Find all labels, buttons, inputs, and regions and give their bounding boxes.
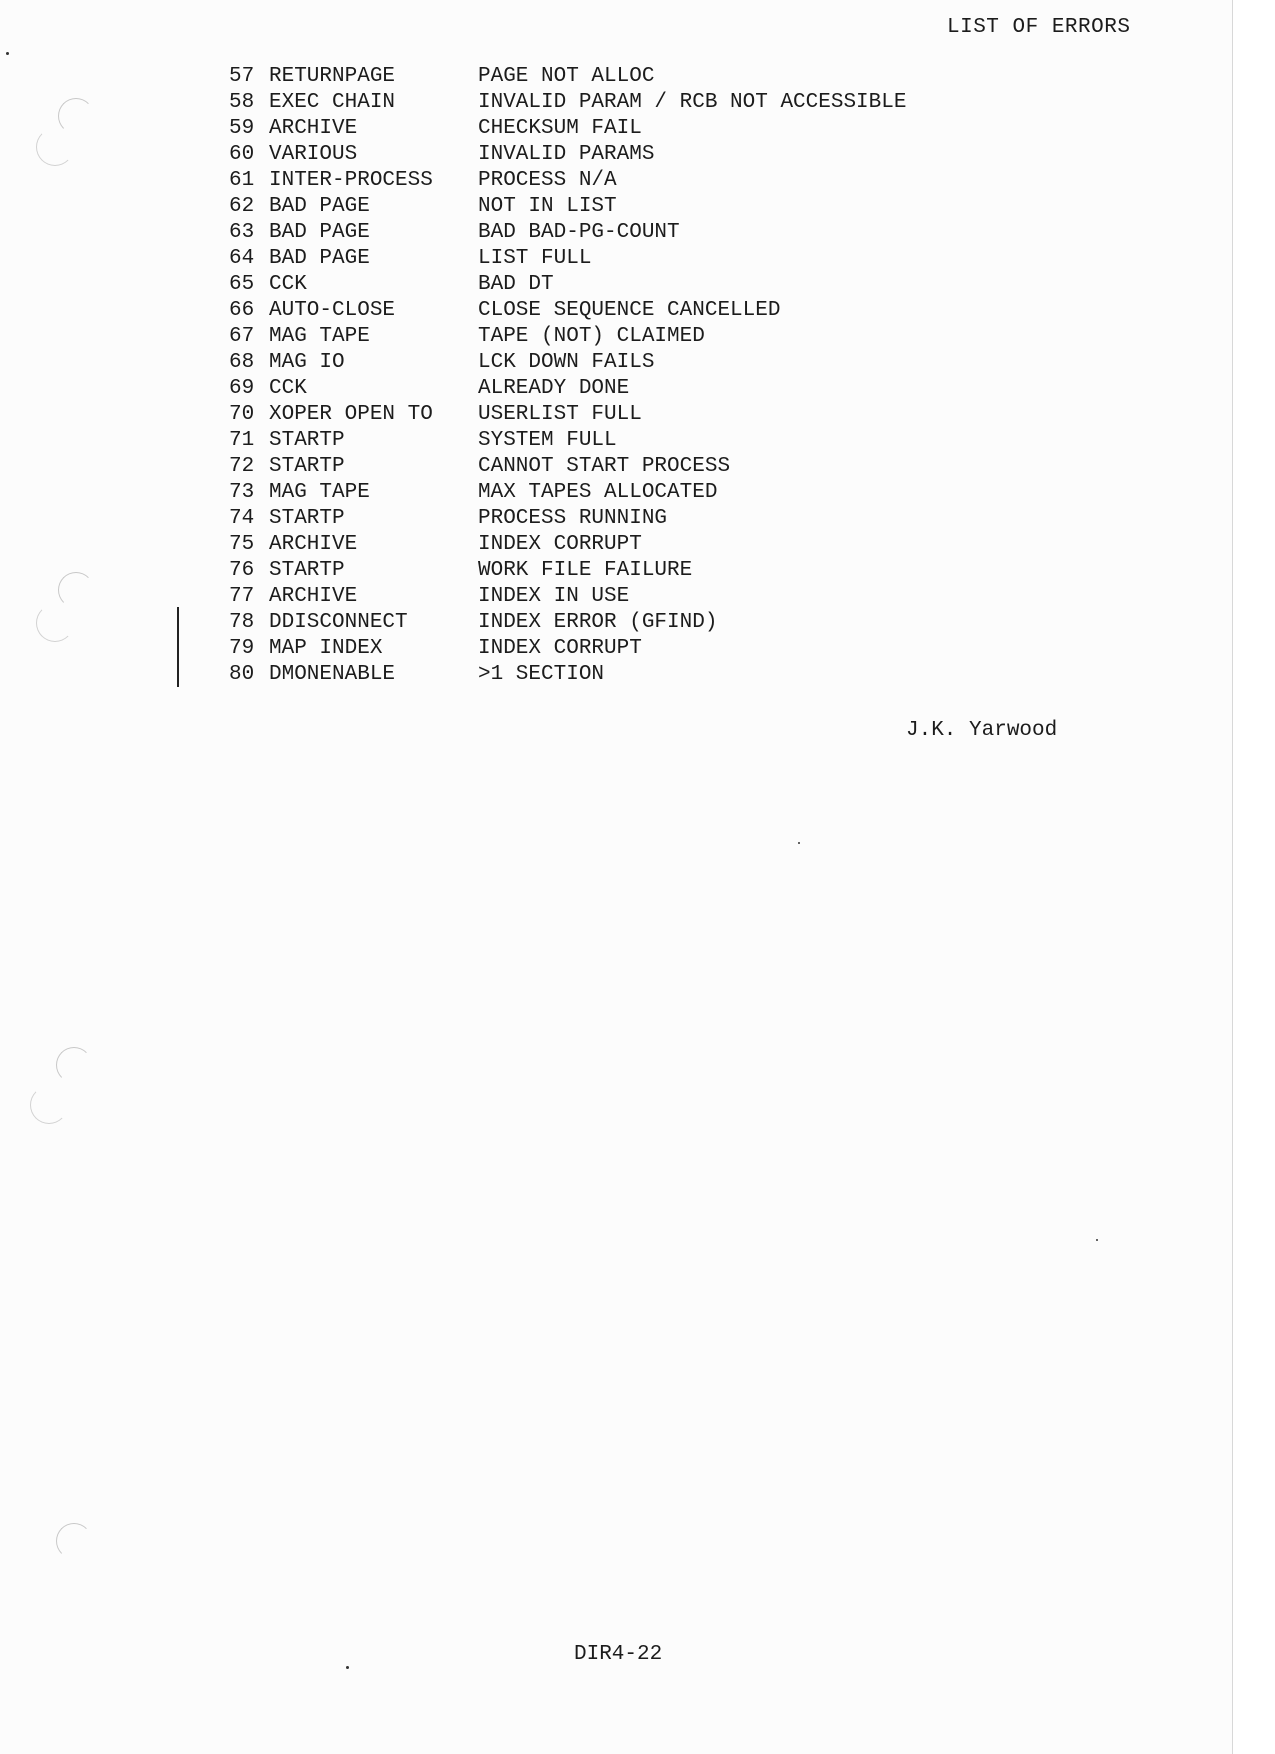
error-row (229, 272, 906, 298)
error-message: CANNOT START PROCESS (478, 455, 731, 478)
error-code: 76 (229, 559, 255, 582)
paper-speck (798, 842, 800, 844)
error-source: DDISCONNECT (269, 611, 408, 634)
error-row (229, 636, 906, 662)
error-code: 68 (229, 351, 255, 374)
error-row (229, 402, 906, 428)
error-code: 63 (229, 221, 255, 244)
error-source: BAD PAGE (269, 247, 370, 270)
error-source: ARCHIVE (269, 117, 358, 140)
error-source: DMONENABLE (269, 663, 396, 686)
error-row (229, 90, 906, 116)
error-row (229, 116, 906, 142)
error-code: 66 (229, 299, 255, 322)
error-row (229, 506, 906, 532)
error-source: STARTP (269, 507, 345, 530)
error-row (229, 428, 906, 454)
error-source: ARCHIVE (269, 585, 358, 608)
error-row (229, 194, 906, 220)
error-source: AUTO-CLOSE (269, 299, 396, 322)
paper-speck (6, 52, 9, 55)
punch-hole (58, 98, 94, 134)
page-reference: DIR4-22 (574, 1643, 663, 1666)
error-source: RETURNPAGE (269, 65, 396, 88)
error-source: MAG TAPE (269, 481, 370, 504)
error-source: CCK (269, 377, 307, 400)
error-message: INDEX ERROR (GFIND) (478, 611, 718, 634)
error-message: NOT IN LIST (478, 195, 617, 218)
error-code: 71 (229, 429, 255, 452)
page-title: LIST OF ERRORS (947, 16, 1131, 39)
error-message: LIST FULL (478, 247, 592, 270)
error-source: EXEC CHAIN (269, 91, 396, 114)
error-source: STARTP (269, 429, 345, 452)
error-code: 78 (229, 611, 255, 634)
error-source: XOPER OPEN TO (269, 403, 433, 426)
error-row (229, 532, 906, 558)
error-code: 75 (229, 533, 255, 556)
punch-hole (30, 1086, 68, 1124)
error-row (229, 246, 906, 272)
error-row (229, 480, 906, 506)
error-message: BAD DT (478, 273, 554, 296)
error-code: 77 (229, 585, 255, 608)
error-row (229, 324, 906, 350)
error-message: USERLIST FULL (478, 403, 642, 426)
error-code: 61 (229, 169, 255, 192)
error-row (229, 610, 906, 636)
error-code: 65 (229, 273, 255, 296)
error-source: STARTP (269, 559, 345, 582)
error-row (229, 376, 906, 402)
error-row (229, 142, 906, 168)
error-message: INVALID PARAMS (478, 143, 655, 166)
error-message: TAPE (NOT) CLAIMED (478, 325, 705, 348)
error-message: INVALID PARAM / RCB NOT ACCESSIBLE (478, 91, 907, 114)
error-message: CHECKSUM FAIL (478, 117, 642, 140)
error-message: PAGE NOT ALLOC (478, 65, 655, 88)
error-message: CLOSE SEQUENCE CANCELLED (478, 299, 781, 322)
error-source: MAG IO (269, 351, 345, 374)
error-message: INDEX CORRUPT (478, 637, 642, 660)
paper-speck (346, 1666, 349, 1669)
error-message: INDEX CORRUPT (478, 533, 642, 556)
error-code: 57 (229, 65, 255, 88)
error-row (229, 584, 906, 610)
author-signature: J.K. Yarwood (906, 719, 1058, 742)
error-code: 69 (229, 377, 255, 400)
error-row (229, 350, 906, 376)
punch-hole (36, 604, 74, 642)
error-source: ARCHIVE (269, 533, 358, 556)
error-code: 59 (229, 117, 255, 140)
error-source: VARIOUS (269, 143, 358, 166)
error-message: INDEX IN USE (478, 585, 630, 608)
error-row (229, 168, 906, 194)
error-code: 58 (229, 91, 255, 114)
error-code: 73 (229, 481, 255, 504)
error-row (229, 298, 906, 324)
error-message: LCK DOWN FAILS (478, 351, 655, 374)
error-row (229, 454, 906, 480)
error-code: 74 (229, 507, 255, 530)
error-code: 62 (229, 195, 255, 218)
error-message: BAD BAD-PG-COUNT (478, 221, 680, 244)
punch-hole (56, 1523, 92, 1559)
error-message: SYSTEM FULL (478, 429, 617, 452)
paper-speck (1096, 1239, 1098, 1241)
error-code: 64 (229, 247, 255, 270)
error-row (229, 662, 906, 688)
error-source: INTER-PROCESS (269, 169, 433, 192)
error-source: BAD PAGE (269, 221, 370, 244)
error-source: MAG TAPE (269, 325, 370, 348)
punch-hole (36, 128, 74, 166)
error-message: PROCESS N/A (478, 169, 617, 192)
error-list (229, 64, 906, 688)
error-source: BAD PAGE (269, 195, 370, 218)
error-message: WORK FILE FAILURE (478, 559, 693, 582)
error-message: ALREADY DONE (478, 377, 630, 400)
error-source: CCK (269, 273, 307, 296)
error-message: PROCESS RUNNING (478, 507, 668, 530)
error-message: MAX TAPES ALLOCATED (478, 481, 718, 504)
punch-hole (56, 1047, 92, 1083)
error-row (229, 64, 906, 90)
error-source: STARTP (269, 455, 345, 478)
error-row (229, 558, 906, 584)
error-code: 72 (229, 455, 255, 478)
error-source: MAP INDEX (269, 637, 383, 660)
error-code: 80 (229, 663, 255, 686)
error-code: 67 (229, 325, 255, 348)
punch-hole (58, 572, 94, 608)
error-code: 79 (229, 637, 255, 660)
error-code: 70 (229, 403, 255, 426)
error-row (229, 220, 906, 246)
error-message: >1 SECTION (478, 663, 605, 686)
error-code: 60 (229, 143, 255, 166)
margin-change-bar (177, 607, 179, 687)
